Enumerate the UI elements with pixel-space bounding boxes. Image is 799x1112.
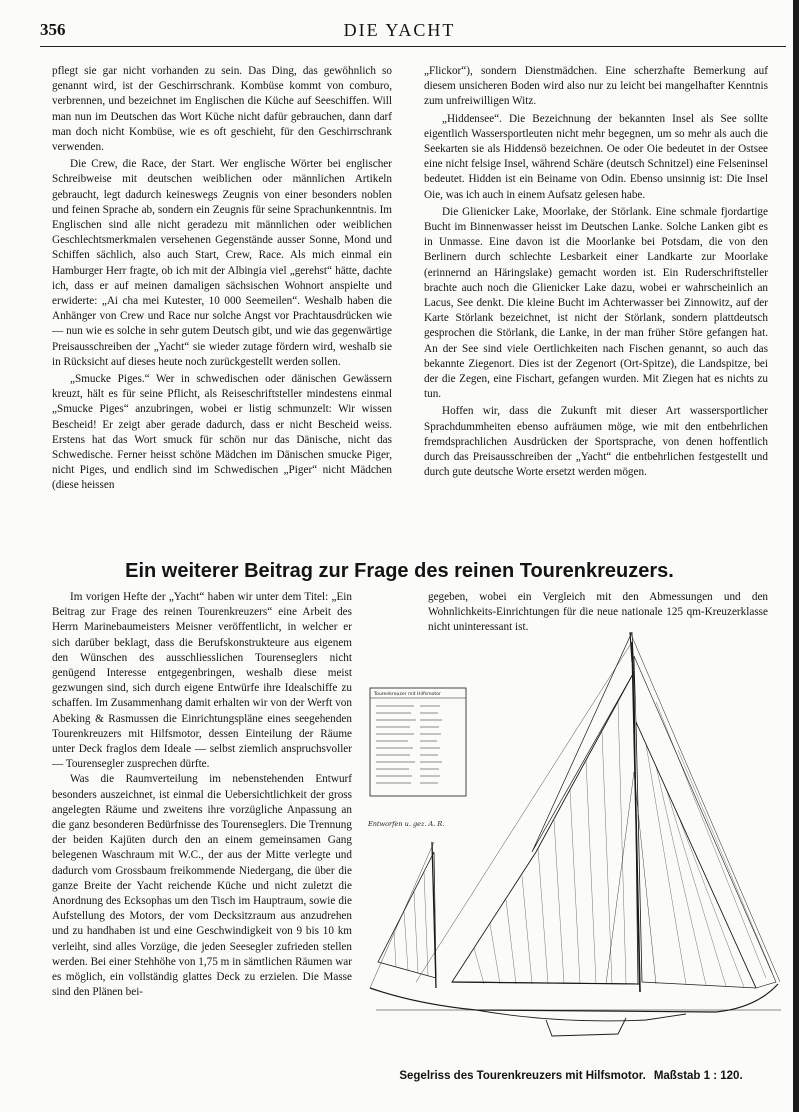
column-top-right <box>424 64 768 480</box>
paragraph: „Flickor“), sondern Dienstmädchen. Eine scherzhafte Bemerkung auf diesem unsicheren Boden wird also nur zu leicht bei mangelhafter Kenntnis zum unfreiwilligen Witz. <box>424 65 768 108</box>
paragraph: gegeben, wobei ein Vergleich mit den Abmessungen und den Wohnlichkeits-Einrichtungen für die neue nationale 125 qm-Kreuzerklasse nicht uninteressant ist. <box>428 591 768 634</box>
header-rule <box>40 46 786 47</box>
paragraph: Die Crew, die Race, der Start. Wer englische Wörter bei englischer Schreibweise mit deutschen weiblichen oder männlichen Artikeln gebraucht, legt dadurch keineswegs Zeugnis von einer besonders noblen und feinen Sprache ab, sondern ein Zeugnis für seine Sprachunkenntnis. Im Englischen sind alle nicht geradezu mit männlichen oder weiblichen Geschlechtsmerkmalen versehenen Gegenstände ausser Sonne, Mond und Schiffen sächlich, also auch Start, Crew, Race. Als mich einmal ein Hamburger Herr fragte, ob ich mit der Albingia viel „gerehst“ hätte, dachte ich, dass er auf meinen damaligen sächsischen Wohnort anspielte und erwiderte: „Ai cha mei Kutester, 10 000 Seemeilen“. Weshalb haben die Anhänger von Crew und Race nur solche Angst vor Prachtausdrücken wie — nun wie es solche in sehr gutem Deutsch gibt, und wie das gegenwärtige Preisausschreiben der „Yacht“ sie wieder zutage fördern wird, weshalb sie in Rücksicht auf dieses heute noch zurückgestellt werden sollen. <box>52 158 392 368</box>
article-title: Ein weiterer Beitrag zur Frage des reinen Tourenkreuzers. <box>125 560 674 582</box>
figure-caption <box>356 1070 786 1082</box>
paragraph: Die Glienicker Lake, Moorlake, der Störlank. Eine schmale fjordartige Bucht im Binnenwasser heisst im Deutschen Lanke. Solche Lanken gibt es in Unmasse. Eine davon ist die Moorlanke bei Potsdam, die von den Berlinern durch schlechte Lesbarkeit einer Landkarte zur Moorlake (erinnernd an Häringslake) gemacht worden ist. Ein Ruderschriftsteller brachte auch noch die Glienicker Lake dazu, wobei er wahrscheinlich an Lacus, See denkt. Die kleine Bucht im Achterwasser bei Zinnowitz, auf der Karte Störlank bezeichnet, ist nicht der Störlank, sondern plattdeutsch gesprochen die Störlank, die Lanke, in der man früher Störe gefangen hat. An der See sind viele Oertlichkeiten nach Fischen genannt, so auch das bekannte Ziegenort. Dies ist der Zegenort (Ort-Spitze), die Landspitze, bei der die Zegen, eine Fischart, gefangen wurden. Mit Ziegen hat es nichts zu tun. <box>424 205 768 401</box>
designer-signature: Entworfen u. gez. A. R. <box>368 820 445 828</box>
caption-scale: Maßstab 1 : 120. <box>653 1070 743 1082</box>
column-bottom-right <box>428 590 768 636</box>
running-head: DIE YACHT <box>343 20 456 40</box>
scan-edge <box>793 0 799 1112</box>
page-number: 356 <box>40 20 66 39</box>
paragraph: „Smucke Piges.“ Wer in schwedischen oder dänischen Gewässern kreuzt, hält es für seine Pflicht, als Reiseschriftsteller mindestens einmal „Smucke Piges“ anzubringen, wobei er listig schmunzelt: Wir wissen Bescheid! Er zeigt aber gerade dadurch, dass er nicht Bescheid weiss. Erstens hat das Wort smuck für schön nur das Dänische, nicht das Schwedische. Ferner heisst schöne Mädchen im Dänischen smucke Piger, nicht Piges, und endlich sind im Schwedischen „Piger“ nicht Mädchen (diese heissen <box>52 373 392 492</box>
column-top-left <box>52 64 392 494</box>
inset-table-title: Tourenkreuzer mit Hilfsmotor <box>374 692 441 697</box>
caption-text: Segelriss des Tourenkreuzers mit Hilfsmotor. <box>399 1070 646 1082</box>
paragraph: pflegt sie gar nicht vorhanden zu sein. Das Ding, das gewöhnlich so genannt wird, ist der Geschirrschrank. Kombüse kommt von comburo, verbrennen, und bezeichnet im Englischen die Küche auf Seeschiffen. Will man nun im Deutschen das Wort Küche nicht dafür gebrauchen, dann darf man doch nicht Kombüse, wie es oft geschieht, für den Geschirrschrank verwenden. <box>52 65 392 154</box>
paragraph: „Hiddensee“. Die Bezeichnung der bekannten Insel als See sollte eigentlich Wassersportleuten nicht mehr begegnen, um so mehr als auch die Seekarten sie als Hiddensö bezeichnen. Oe oder Oie bedeutet in der Ostsee eine nicht felsige Insel, während Schäre (deutsch Schnitzel) eine Felseninsel bedeutet. Hidden ist ein Beiname von Odin. Ebenso unsinnig ist: Die Insel Oie, was ich auch in einem Aufsatz gelesen habe. <box>424 112 768 201</box>
sail-plan-figure <box>356 632 786 1062</box>
paragraph: Was die Raumverteilung im nebenstehenden Entwurf besonders auszeichnet, ist einmal die Uebersichtlichkeit der gross angelegten Räume und zweitens ihre vorzügliche Anpassung an die ganz besonderen Bedürfnisse des Tourenseglers. Die Trennung der beiden Kajüten durch den an einem gemeinsamen Gang belegenen Waschraum mit W.C., der aus der Mitte verlegte und dadurch vom Grossbaum freikommende Niedergang, die über die ganze Breite der Yacht reichende Küche und nicht zuletzt die Anordnung des Ecksophas um den Tisch im Hauptraum, sowie die Aufstellung des Motors, der vom Decksitzraum aus anzudrehen und zu handhaben ist und eine Geschwindigkeit von 9 bis 10 km verleiht, sind alles Vorzüge, die jeden Seesegler zufrieden stellen werden. Bei einer Stehhöhe von 1,75 m in sämtlichen Räumen war es möglich, ein vollständig glattes Deck zu erzielen. Die Masse sind den Plänen bei- <box>52 773 352 999</box>
column-bottom-left <box>52 590 352 1000</box>
paragraph: Im vorigen Hefte der „Yacht“ haben wir unter dem Titel: „Ein Beitrag zur Frage des reinen Tourenkreuzers“ eine Arbeit des Herrn Marinebaumeisters Meisner veröffentlicht, in welcher er sich darüber beklagt, dass die Berufskonstrukteure aus eigenem den Wünschen des ausschliesslichen Tourenseglers nicht genügend Interesse entgegenbringen, weshalb diese meist gezwungen sind, sich durch eigene Entwürfe ihre Idealschiffe zu schaffen. Im Zusammenhang damit erhalten wir von der Werft von Abeking & Rasmussen die Einrichtungspläne eines seegehenden Tourenkreuzers mit Hilfsmotor, dessen Einteilung der Räume unter Deck fraglos dem Ideale — selbst ziemlich anspruchsvoller — Tourensegler zusprechen dürfte. <box>52 591 352 771</box>
paragraph: Hoffen wir, dass die Zukunft mit dieser Art wassersportlicher Sprachdummheiten ebenso aufräumen möge, wie mit den entbehrlichen fremdsprachlichen Ausdrücken der Sportsprache, von denen hoffentlich durch das Preisausschreiben der „Yacht“ die entbehrlichen festgestellt und durch gute deutsche Worte ersetzt werden mögen. <box>424 405 768 479</box>
